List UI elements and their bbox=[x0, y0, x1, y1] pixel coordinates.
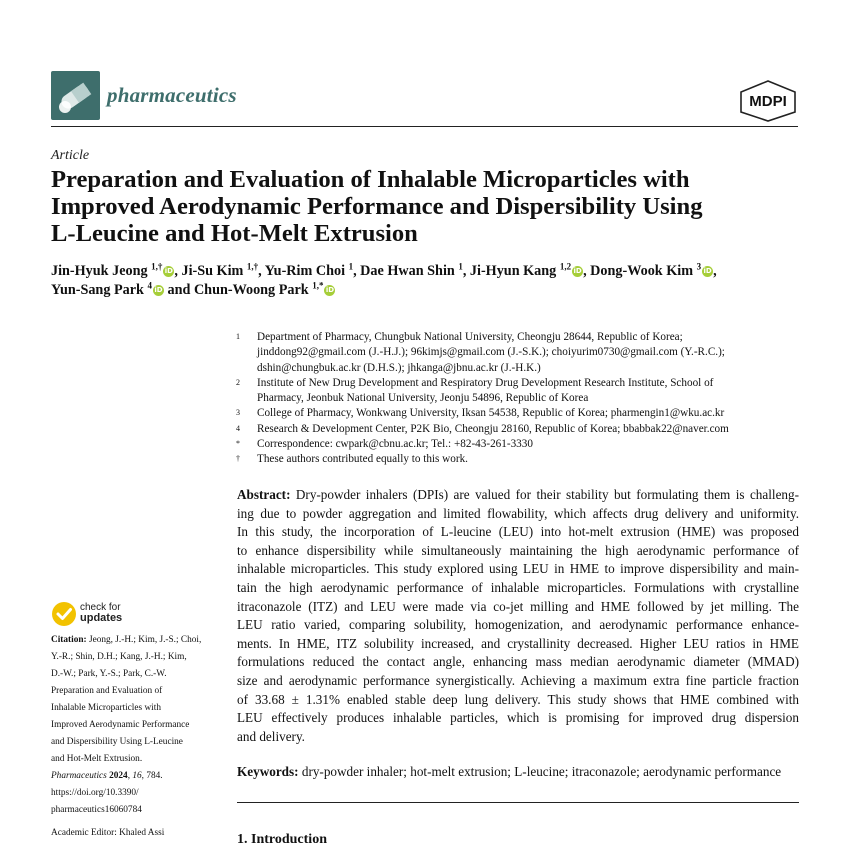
abstract-text: tain the high aerodynamic performance of inhalable microparticles. Formulations with crystalline bbox=[237, 579, 799, 595]
check-updates-icon[interactable] bbox=[51, 601, 77, 632]
affiliation-line: College of Pharmacy, Wonkwang University, Iksan 54538, Republic of Korea; pharmengin1@wku.ac.kr bbox=[257, 407, 725, 420]
abstract-text: size and aerodynamic performance synergistically. Achieving a maximum extra fine particle fraction bbox=[237, 672, 799, 688]
citation-text: and Hot-Melt Extrusion. bbox=[51, 754, 143, 764]
journal-name[interactable]: pharmaceutics bbox=[107, 83, 237, 107]
author-name: Ji-Hyun Kang bbox=[469, 263, 557, 279]
keywords-text: dry-powder inhaler; hot-melt extrusion; L-leucine; itraconazole; aerodynamic performance bbox=[301, 764, 782, 779]
citation-journal: Pharmaceutics bbox=[51, 771, 107, 781]
abstract-text: itraconazole (ITZ) and LEU were made via co-jet milling and HME followed by jet milling. The bbox=[237, 598, 799, 614]
abstract-line bbox=[237, 653, 799, 672]
affiliation-line: Research & Development Center, P2K Bio, Cheongju 28160, Republic of Korea; bbabbak22@naver.com bbox=[257, 422, 729, 435]
author-name: Chun-Woong Park bbox=[193, 282, 309, 298]
affiliation-mark: * bbox=[236, 439, 240, 449]
author-separator: , bbox=[583, 263, 591, 279]
author-separator: , bbox=[713, 263, 717, 279]
citation-line bbox=[51, 666, 226, 683]
citation-line bbox=[51, 683, 226, 700]
abstract-text: LEU ratio varied, comparing solubility, homogenization, and aerodynamic performance enhance- bbox=[237, 617, 799, 633]
author-line bbox=[51, 262, 811, 281]
citation-doi[interactable]: https://doi.org/10.3390/ bbox=[51, 788, 139, 798]
abstract-text: to enhance dispersibility while simultaneously maintaining the high aerodynamic performance of bbox=[237, 542, 799, 558]
author-separator: and bbox=[163, 282, 194, 298]
affiliation-mark: 3 bbox=[236, 408, 240, 418]
affiliation-item bbox=[236, 422, 806, 437]
abstract-text: ments. In HME, ITZ solubility increased, and crystallinity decreased. Higher LEU ratios in HME bbox=[237, 635, 799, 651]
abstract-text: Dry-powder inhalers (DPIs) are valued for their stability but formulating them is challeng- bbox=[295, 487, 800, 502]
citation-line bbox=[51, 649, 226, 666]
journal-logo bbox=[51, 71, 100, 120]
author-affiliation-mark: 1,† bbox=[151, 261, 163, 272]
abstract-text: formulations reduced the contact angle, enhancing mass median aerodynamic diameter (MMAD) bbox=[237, 654, 799, 670]
affiliation-item bbox=[236, 452, 806, 467]
citation-text: Preparation and Evaluation of bbox=[51, 686, 163, 696]
keywords-label: Keywords: bbox=[237, 764, 299, 779]
abstract bbox=[237, 486, 799, 746]
abstract-line bbox=[237, 635, 799, 654]
affiliation-mark: 4 bbox=[236, 423, 240, 433]
author-name: Dae Hwan Shin bbox=[360, 263, 455, 279]
author-affiliation-mark: 1 bbox=[348, 261, 354, 272]
citation-doi[interactable]: pharmaceutics16060784 bbox=[51, 805, 142, 815]
abstract-text: ing due to powder aggregation and limited flowability, which affects drug delivery and uniformity. bbox=[237, 505, 799, 521]
affiliation-text bbox=[257, 406, 806, 421]
citation-text: Improved Aerodynamic Performance bbox=[51, 720, 190, 730]
author-affiliation-mark: 1 bbox=[458, 261, 463, 272]
affiliation-item bbox=[236, 437, 806, 452]
citation-line: Pharmaceutics 2024, 16, 784. bbox=[51, 771, 163, 781]
abstract-text: In this study, the incorporation of L-leucine (LEU) into hot-melt extrusion (HME) was proposed bbox=[237, 524, 799, 540]
abstract-line bbox=[237, 542, 799, 561]
author-affiliation-mark: 3 bbox=[696, 261, 702, 272]
affiliation-line: jinddong92@gmail.com (J.-H.J.); 96kimjs@gmail.com (J.-S.K.); choiyurim0730@gmail.com (Y.-R.C.); bbox=[257, 346, 725, 359]
keywords bbox=[237, 763, 799, 781]
abstract-line bbox=[237, 579, 799, 598]
citation-line bbox=[51, 751, 226, 768]
citation-year: 2024 bbox=[109, 771, 128, 781]
author-separator: , bbox=[462, 263, 470, 279]
author-separator: , bbox=[258, 263, 265, 279]
abstract-line bbox=[237, 486, 799, 505]
abstract-line bbox=[237, 691, 799, 710]
affiliations bbox=[236, 330, 806, 468]
author-affiliation-mark: 1,* bbox=[312, 280, 324, 291]
affiliation-line: Institute of New Drug Development and Respiratory Drug Development Research Institute, School of bbox=[257, 376, 714, 389]
author-line bbox=[51, 281, 811, 300]
orcid-icon[interactable]: iD bbox=[164, 267, 173, 276]
author-separator: , bbox=[174, 263, 182, 279]
citation-text: Inhalable Microparticles with bbox=[51, 703, 161, 713]
abstract-text: inhalable microparticles. This study explored using LEU in HME to improve dispersibility and main- bbox=[237, 561, 799, 577]
abstract-line bbox=[237, 523, 799, 542]
abstract-line bbox=[237, 505, 799, 524]
orcid-icon[interactable]: iD bbox=[325, 286, 335, 295]
author-name: Jin-Hyuk Jeong bbox=[51, 263, 148, 279]
article-type: Article bbox=[51, 148, 90, 163]
citation-text: and Dispersibility Using L-Leucine bbox=[51, 737, 183, 747]
affiliation-line: These authors contributed equally to this work. bbox=[257, 453, 468, 466]
author-affiliation-mark: 1,† bbox=[246, 261, 259, 272]
citation-text: Y.-R.; Shin, D.H.; Kang, J.-H.; Kim, bbox=[51, 652, 187, 662]
abstract-text: of 33.68 ± 1.31% enabled stable deep lung delivery. This study shows that HME combined with bbox=[237, 691, 799, 707]
affiliation-text bbox=[257, 452, 806, 467]
author-affiliation-mark: 1,2 bbox=[559, 261, 572, 272]
author-affiliation-mark: 4 bbox=[147, 280, 152, 291]
affiliation-mark: 2 bbox=[236, 377, 240, 387]
abstract-line bbox=[237, 560, 799, 579]
affiliation-mark: 1 bbox=[236, 332, 240, 341]
orcid-icon[interactable]: iD bbox=[154, 286, 163, 295]
citation-line bbox=[51, 632, 226, 649]
orcid-icon[interactable]: iD bbox=[573, 267, 582, 276]
author-name: Dong-Wook Kim bbox=[590, 263, 694, 279]
affiliation-line: Correspondence: cwpark@cbnu.ac.kr; Tel.: +82-43-261-3330 bbox=[257, 438, 533, 451]
author-name: Yun-Sang Park bbox=[51, 282, 144, 298]
affiliation-line: dshin@chungbuk.ac.kr (D.H.S.); jhkanga@jbnu.ac.kr (J.-H.K.) bbox=[257, 361, 541, 374]
citation-line bbox=[51, 700, 226, 717]
title-line: L-Leucine and Hot-Melt Extrusion bbox=[51, 220, 418, 247]
section-divider bbox=[237, 802, 799, 803]
abstract-line bbox=[237, 616, 799, 635]
check-updates-line: updates bbox=[80, 612, 123, 624]
affiliation-line: Pharmacy, Jeonbuk National University, Jeonju 54896, Republic of Korea bbox=[257, 392, 589, 405]
citation-line bbox=[51, 734, 226, 751]
section-heading: 1. Introduction bbox=[237, 832, 327, 847]
citation-text: D.-W.; Park, Y.-S.; Park, C.-W. bbox=[51, 669, 167, 679]
author-separator: , bbox=[353, 263, 361, 279]
orcid-icon[interactable]: iD bbox=[703, 267, 712, 276]
author-list bbox=[51, 262, 811, 300]
affiliation-item bbox=[236, 376, 806, 407]
check-updates-button[interactable] bbox=[80, 603, 122, 623]
abstract-label: Abstract: bbox=[237, 487, 291, 502]
abstract-line bbox=[237, 672, 799, 691]
paper-title bbox=[51, 166, 811, 247]
mdpi-logo[interactable] bbox=[737, 80, 799, 127]
citation-volume: 16 bbox=[132, 771, 142, 781]
affiliation-mark: † bbox=[236, 454, 240, 464]
abstract-line bbox=[237, 709, 799, 728]
abstract-line bbox=[237, 728, 799, 747]
svg-text:MDPI: MDPI bbox=[749, 93, 787, 110]
header-divider bbox=[51, 126, 798, 127]
affiliation-text bbox=[257, 330, 806, 376]
affiliation-line: Department of Pharmacy, Chungbuk National University, Cheongju 28644, Republic of Korea; bbox=[257, 331, 683, 343]
affiliation-text bbox=[257, 437, 806, 452]
title-line: Preparation and Evaluation of Inhalable Microparticles with bbox=[51, 166, 690, 193]
affiliation-item bbox=[236, 406, 806, 421]
abstract-text: and delivery. bbox=[237, 728, 305, 744]
abstract-text: LEU effectively produces inhalable particles, which is promising for improved drug dispersion bbox=[237, 710, 799, 726]
author-name: Yu-Rim Choi bbox=[264, 263, 346, 279]
check-updates-line: check for bbox=[80, 602, 121, 613]
affiliation-text bbox=[257, 422, 806, 437]
affiliation-item bbox=[236, 330, 806, 376]
citation-block bbox=[51, 632, 226, 819]
citation-text: Jeong, J.-H.; Kim, J.-S.; Choi, bbox=[88, 635, 202, 645]
title-line: Improved Aerodynamic Performance and Dispersibility Using bbox=[51, 193, 703, 220]
academic-editor: Academic Editor: Khaled Assi bbox=[51, 828, 165, 838]
capsule-logo-icon bbox=[51, 71, 100, 120]
citation-label: Citation: bbox=[51, 635, 87, 645]
abstract-line bbox=[237, 598, 799, 617]
affiliation-text bbox=[257, 376, 806, 407]
citation-pages: 784. bbox=[146, 771, 163, 781]
author-name: Ji-Su Kim bbox=[181, 263, 244, 279]
citation-line bbox=[51, 717, 226, 734]
